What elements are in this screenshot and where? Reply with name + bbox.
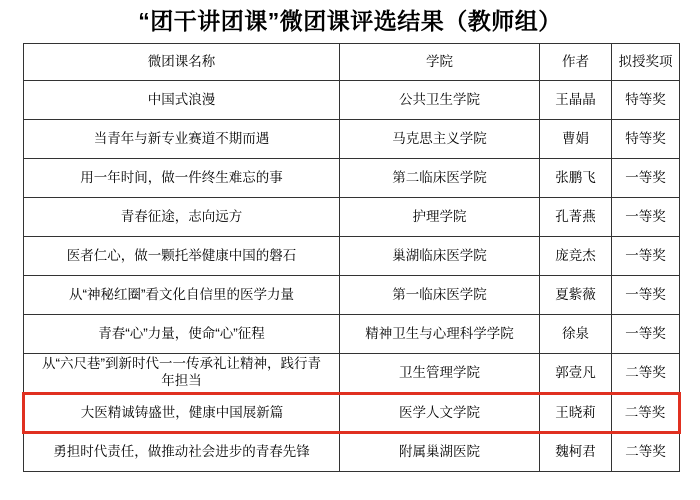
cell-author: 张鹏飞 (540, 159, 612, 198)
cell-college: 护理学院 (340, 198, 540, 237)
table-row (24, 81, 680, 120)
cell-author: 徐泉 (540, 315, 612, 354)
cell-award: 一等奖 (612, 276, 680, 315)
cell-course-name-text: 从“六尺巷”到新时代一一传承礼让精神，践行青年担当 (42, 356, 321, 389)
cell-college: 精神卫生与心理科学学院 (340, 315, 540, 354)
cell-author: 魏柯君 (540, 433, 612, 472)
cell-college: 卫生管理学院 (340, 354, 540, 394)
cell-award: 二等奖 (612, 354, 680, 394)
cell-college: 马克思主义学院 (340, 120, 540, 159)
cell-course-name (24, 354, 340, 394)
cell-author: 夏紫薇 (540, 276, 612, 315)
column-header-author: 作者 (540, 44, 612, 81)
cell-author: 王晶晶 (540, 81, 612, 120)
cell-college: 巢湖临床医学院 (340, 237, 540, 276)
table-row (24, 198, 680, 237)
cell-course-name: 当青年与新专业赛道不期而遇 (24, 120, 340, 159)
cell-award: 一等奖 (612, 198, 680, 237)
cell-course-name: 青春“心”力量，使命“心”征程 (24, 315, 340, 354)
cell-author: 庞竞杰 (540, 237, 612, 276)
cell-college: 公共卫生学院 (340, 81, 540, 120)
cell-author: 郭壹凡 (540, 354, 612, 394)
cell-award: 特等奖 (612, 120, 680, 159)
page-title: “团干讲团课”微团课评选结果（教师组） (138, 8, 562, 34)
cell-award: 特等奖 (612, 81, 680, 120)
cell-course-name: 中国式浪漫 (24, 81, 340, 120)
cell-award: 一等奖 (612, 315, 680, 354)
cell-course-name: 大医精诚铸盛世，健康中国展新篇 (24, 394, 340, 433)
table-header (24, 44, 680, 81)
table-row (24, 159, 680, 198)
table-row (24, 276, 680, 315)
cell-course-name: 从“神秘红圈”看文化自信里的医学力量 (24, 276, 340, 315)
column-header-college: 学院 (340, 44, 540, 81)
cell-college: 第一临床医学院 (340, 276, 540, 315)
table-row-highlighted (24, 394, 680, 433)
table-row (24, 237, 680, 276)
cell-award: 二等奖 (612, 433, 680, 472)
cell-award: 二等奖 (612, 394, 680, 433)
column-header-name: 微团课名称 (24, 44, 340, 81)
cell-college: 附属巢湖医院 (340, 433, 540, 472)
table-row (24, 354, 680, 394)
table-body (24, 81, 680, 472)
cell-course-name: 用一年时间，做一件终生难忘的事 (24, 159, 340, 198)
cell-course-name: 青春征途，志向远方 (24, 198, 340, 237)
cell-author: 曹娟 (540, 120, 612, 159)
cell-author: 孔菁燕 (540, 198, 612, 237)
cell-award: 一等奖 (612, 237, 680, 276)
cell-author: 王晓莉 (540, 394, 612, 433)
table-row (24, 433, 680, 472)
cell-course-name: 医者仁心，做一颗托举健康中国的磐石 (24, 237, 340, 276)
table-row (24, 120, 680, 159)
results-table (22, 43, 681, 472)
cell-course-name: 勇担时代责任，做推动社会进步的青春先锋 (24, 433, 340, 472)
table-header-row (24, 44, 680, 81)
cell-college: 第二临床医学院 (340, 159, 540, 198)
cell-award: 一等奖 (612, 159, 680, 198)
cell-college: 医学人文学院 (340, 394, 540, 433)
column-header-award: 拟授奖项 (612, 44, 680, 81)
table-row (24, 315, 680, 354)
